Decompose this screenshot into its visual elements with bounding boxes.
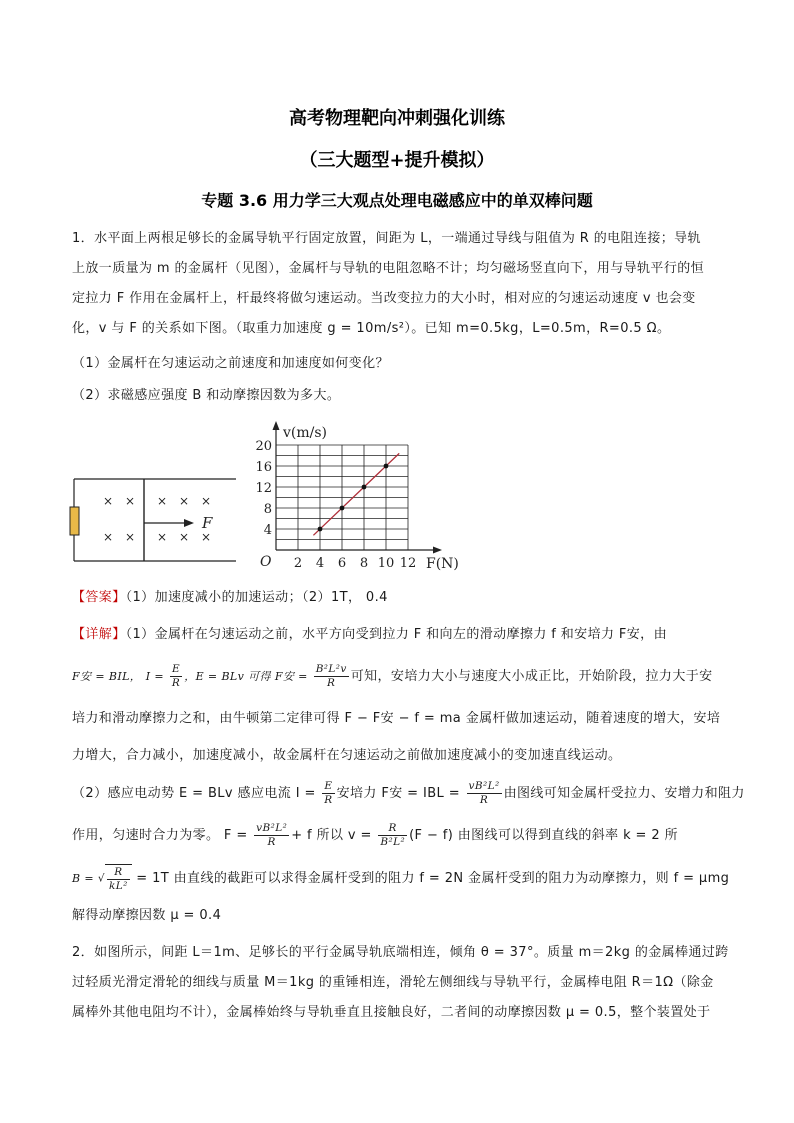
x-axis-arrow xyxy=(433,547,442,554)
cross: × xyxy=(200,530,212,544)
fraction: $\frac{\text{vB²L²}}{R}$ xyxy=(468,780,500,806)
fraction: $\frac{\text{vB²L²}}{R}$ xyxy=(256,822,288,848)
q2-line2: 过轻质光滑定滑轮的细线与质量 M＝1kg 的重锤相连，滑轮左侧细线与导轨平行，金属棒电阻 R＝1Ω（除金 xyxy=(72,975,714,990)
y-tick-label: 12 xyxy=(255,481,272,496)
y-tick-label: 16 xyxy=(255,460,272,475)
cross: × xyxy=(156,530,168,544)
topic-title: 专题 3.6 用力学三大观点处理电磁感应中的单双棒问题 xyxy=(201,191,593,210)
x-tick-label: 4 xyxy=(315,556,325,571)
y-tick-label: 20 xyxy=(255,439,272,454)
data-point xyxy=(384,464,389,469)
q2-line1: 2．如图所示，间距 L＝1m、足够长的平行金属导轨底端相连，倾角 θ = 37°。质量 m＝2kg 的金属棒通过跨 xyxy=(72,945,729,960)
square-root: √ $\frac{R}{\text{kL²}}$ xyxy=(98,864,132,893)
cross: × xyxy=(102,494,114,508)
fraction: $\frac{E}{R}$ xyxy=(324,780,333,806)
data-point xyxy=(362,485,367,490)
q1-line3: 定拉力 F 作用在金属杆上，杆最终将做匀速运动。当改变拉力的大小时，相对应的匀速运动速度 v 也会变 xyxy=(72,291,696,306)
data-point xyxy=(318,527,323,532)
main-title: 高考物理靶向冲刺强化训练 xyxy=(289,108,505,129)
cross: × xyxy=(102,530,114,544)
answer-label: 【答案】 xyxy=(72,590,126,605)
cross: × xyxy=(200,494,212,508)
cross: × xyxy=(124,530,136,544)
detail-line3: 培力和滑动摩擦力之和，由牛顿第二定律可得 F − F安 − f = ma 金属杆做加速运动，随着速度的增大，安培 xyxy=(72,711,721,726)
answer-text: （1）加速度减小的加速运动；（2）1T， 0.4 xyxy=(125,590,388,605)
x-tick-label: 12 xyxy=(399,556,417,571)
detail-line2: F安 = BIL， I = $\frac{E}{R}$ ，E = BLv 可得 F安 = $\frac{\text{B²L²v}}{R}$ 可知，安培力大小与速度大小成正比，开始阶段，拉力大于安 xyxy=(72,663,713,689)
detail-line6: 作用，匀速时合力为零。 F = $\frac{\text{vB²L²}}{R}$ + f 所以 v = $\frac{R}{\text{B²L²}}$ (F − f) 由图线可以得到直线的斜率 k = 2 所 xyxy=(72,822,678,848)
q1-sub1: （1）金属杆在匀速运动之前速度和加速度如何变化？ xyxy=(72,356,389,371)
q1-line4: 化，v 与 F 的关系如下图。（取重力加速度 g = 10m/s²）。已知 m=0.5kg，L=0.5m，R=0.5 Ω。 xyxy=(72,321,671,336)
detail-line8: 解得动摩擦因数 μ = 0.4 xyxy=(72,908,222,923)
origin-label: O xyxy=(260,554,272,570)
detail-line4: 力增大，合力减小，加速度减小，故金属杆在匀速运动之前做加速度减小的变加速直线运动。 xyxy=(72,748,622,763)
x-tick-label: 2 xyxy=(293,556,303,571)
fraction: $\frac{R}{\text{B²L²}}$ xyxy=(380,822,406,848)
q1-line1: 1．水平面上两根足够长的金属导轨平行固定放置，间距为 L，一端通过导线与阻值为 R 的电阻连接；导轨 xyxy=(72,231,701,246)
y-axis-label: v(m/s) xyxy=(283,425,328,441)
q1-line2: 上放一质量为 m 的金属杆（见图），金属杆与导轨的电阻忽略不计；均匀磁场竖直向下，用与导轨平行的恒 xyxy=(72,261,705,276)
cross: × xyxy=(178,494,190,508)
force-label: F xyxy=(202,514,213,532)
q2-line3: 属棒外其他电阻均不计），金属棒始终与导轨垂直且接触良好，二者间的动摩擦因数 μ = 0.5，整个装置处于 xyxy=(72,1005,711,1020)
detail-line1 xyxy=(72,621,724,649)
cross: × xyxy=(156,494,168,508)
y-axis-arrow xyxy=(273,421,280,430)
answer-line xyxy=(72,584,724,612)
fraction: $\frac{E}{R}$ xyxy=(171,663,181,689)
detail-line5: （2）感应电动势 E = BLv 感应电流 I = $\frac{E}{R}$ 安培力 F安 = IBL = $\frac{\text{vB²L²}}{R}$ 由图线可知金属杆受拉力、安增力和阻力 xyxy=(72,780,745,806)
x-tick-label: 8 xyxy=(359,556,369,571)
x-axis-label: F(N) xyxy=(426,556,459,572)
y-tick-label: 4 xyxy=(263,523,272,538)
y-tick-label: 8 xyxy=(263,502,272,517)
circuit-figure xyxy=(70,475,240,565)
force-arrow-head xyxy=(184,519,194,527)
cross: × xyxy=(178,530,190,544)
resistor xyxy=(70,507,79,535)
v-f-chart xyxy=(250,410,459,575)
fraction: $\frac{\text{B²L²v}}{R}$ xyxy=(315,663,347,689)
detail-line7: B = √ $\frac{R}{\text{kL²}}$ = 1T 由直线的截距可以求得金属杆受到的阻力 f = 2N 金属杆受到的阻力为动摩擦力，则 f = μmg xyxy=(72,865,730,892)
q1-sub2: （2）求磁感应强度 B 和动摩擦因数为多大。 xyxy=(72,388,341,403)
sub-title: （三大题型+提升模拟） xyxy=(299,150,495,171)
x-tick-label: 6 xyxy=(337,556,347,571)
x-tick-label: 10 xyxy=(377,556,395,571)
detail-label: 【详解】 xyxy=(72,627,126,642)
data-point xyxy=(340,506,345,511)
cross: × xyxy=(124,494,136,508)
detail-text: （1）金属杆在匀速运动之前，水平方向受到拉力 F 和向左的滑动摩擦力 f 和安培力 F安，由 xyxy=(125,627,667,642)
